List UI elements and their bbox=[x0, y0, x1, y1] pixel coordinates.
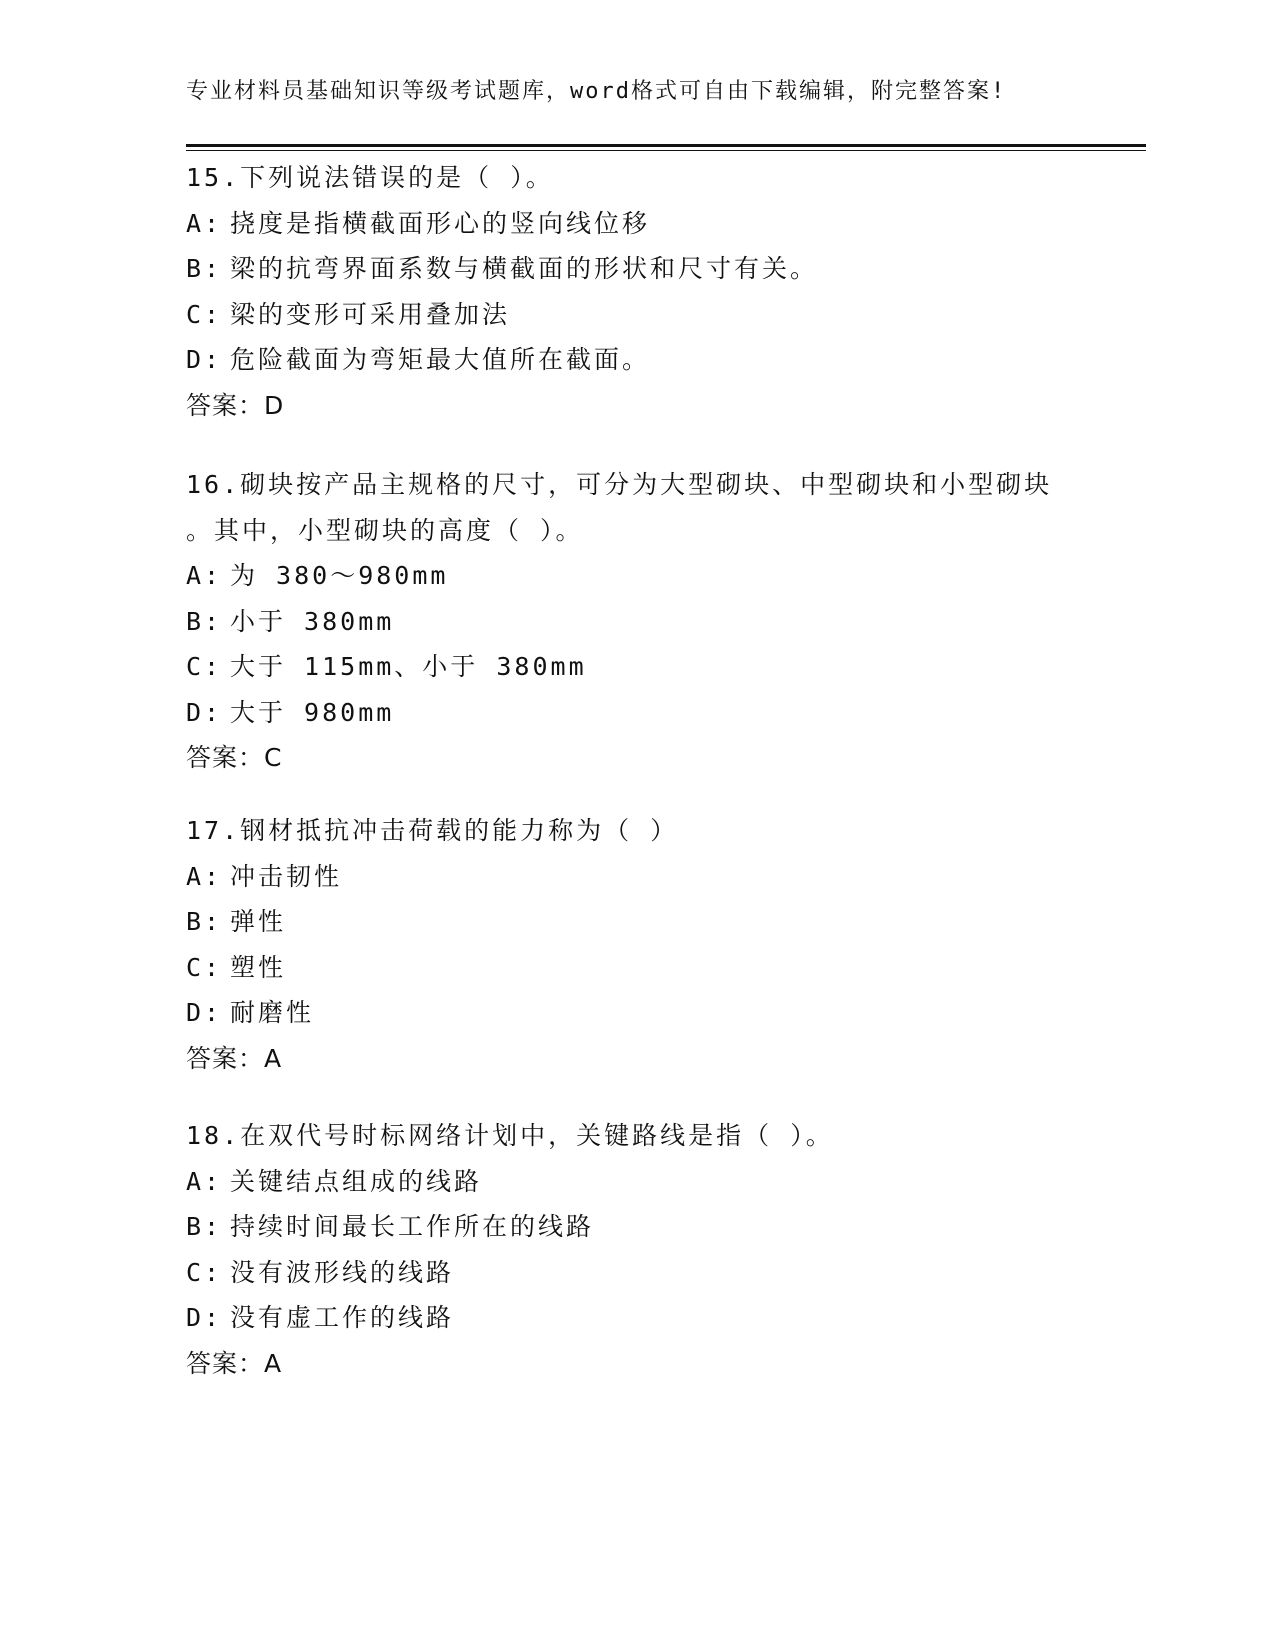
option-letter: B: bbox=[186, 254, 223, 283]
option-a bbox=[186, 1159, 1086, 1205]
question-17 bbox=[186, 808, 1086, 1081]
option-letter: C: bbox=[186, 652, 223, 681]
option-text: 大于 115mm、小于 380mm bbox=[230, 652, 587, 681]
question-stem-continued: 。其中，小型砌块的高度（ ）。 bbox=[186, 515, 584, 545]
question-16 bbox=[186, 462, 1086, 781]
header-rule-thick bbox=[186, 144, 1146, 147]
option-a bbox=[186, 201, 1086, 247]
option-text: 大于 980mm bbox=[230, 697, 395, 727]
question-stem: 16.砌块按产品主规格的尺寸，可分为大型砌块、中型砌块和小型砌块 bbox=[186, 470, 1053, 499]
option-c bbox=[186, 945, 1086, 991]
option-letter: A: bbox=[186, 861, 223, 891]
option-text: 持续时间最长工作所在的线路 bbox=[230, 1212, 595, 1241]
option-c bbox=[186, 292, 1086, 338]
option-b bbox=[186, 599, 1086, 645]
question-stem: 18.在双代号时标网络计划中，关键路线是指（ ）。 bbox=[186, 1121, 834, 1150]
option-b bbox=[186, 899, 1086, 945]
option-letter: A: bbox=[186, 208, 223, 238]
option-b bbox=[186, 1204, 1086, 1250]
option-d bbox=[186, 337, 1086, 383]
answer-line: 答案：D bbox=[186, 390, 285, 420]
option-d bbox=[186, 1295, 1086, 1341]
option-text: 小于 380mm bbox=[230, 606, 395, 636]
option-letter: C: bbox=[186, 299, 223, 329]
option-text: 梁的抗弯界面系数与横截面的形状和尺寸有关。 bbox=[230, 254, 819, 283]
question-18 bbox=[186, 1113, 1086, 1386]
option-a bbox=[186, 553, 1086, 599]
option-text: 梁的变形可采用叠加法 bbox=[230, 299, 511, 329]
option-letter: B: bbox=[186, 606, 223, 636]
option-text: 冲击韧性 bbox=[230, 861, 343, 891]
option-letter: C: bbox=[186, 1257, 223, 1287]
option-text: 耐磨性 bbox=[230, 998, 315, 1027]
question-stem: 15.下列说法错误的是（ ）。 bbox=[186, 163, 554, 192]
option-text: 为 380～980mm bbox=[230, 561, 449, 590]
option-text: 关键结点组成的线路 bbox=[230, 1166, 483, 1196]
option-letter: C: bbox=[186, 952, 223, 982]
option-letter: B: bbox=[186, 907, 223, 936]
option-letter: D: bbox=[186, 345, 223, 374]
answer-line: 答案：C bbox=[186, 743, 283, 772]
answer-line: 答案：A bbox=[186, 1043, 283, 1073]
page-header: 专业材料员基础知识等级考试题库，word格式可自由下载编辑，附完整答案! bbox=[186, 79, 1007, 104]
option-text: 弹性 bbox=[230, 907, 287, 936]
option-c bbox=[186, 644, 1086, 690]
option-c bbox=[186, 1250, 1086, 1296]
option-b bbox=[186, 246, 1086, 292]
option-letter: D: bbox=[186, 1303, 223, 1332]
option-text: 塑性 bbox=[230, 952, 287, 982]
option-text: 没有波形线的线路 bbox=[230, 1257, 455, 1287]
option-a bbox=[186, 854, 1086, 900]
option-letter: A: bbox=[186, 1166, 223, 1196]
option-d bbox=[186, 990, 1086, 1036]
option-letter: D: bbox=[186, 697, 223, 727]
header-rule-thin bbox=[186, 150, 1146, 151]
option-letter: D: bbox=[186, 998, 223, 1027]
option-letter: A: bbox=[186, 561, 223, 590]
option-text: 危险截面为弯矩最大值所在截面。 bbox=[230, 345, 651, 374]
option-d bbox=[186, 690, 1086, 736]
answer-line: 答案：A bbox=[186, 1348, 283, 1378]
option-text: 挠度是指横截面形心的竖向线位移 bbox=[230, 208, 651, 238]
question-stem: 17.钢材抵抗冲击荷载的能力称为（ ） bbox=[186, 816, 679, 845]
option-letter: B: bbox=[186, 1212, 223, 1241]
question-15 bbox=[186, 155, 1086, 428]
option-text: 没有虚工作的线路 bbox=[230, 1303, 455, 1332]
